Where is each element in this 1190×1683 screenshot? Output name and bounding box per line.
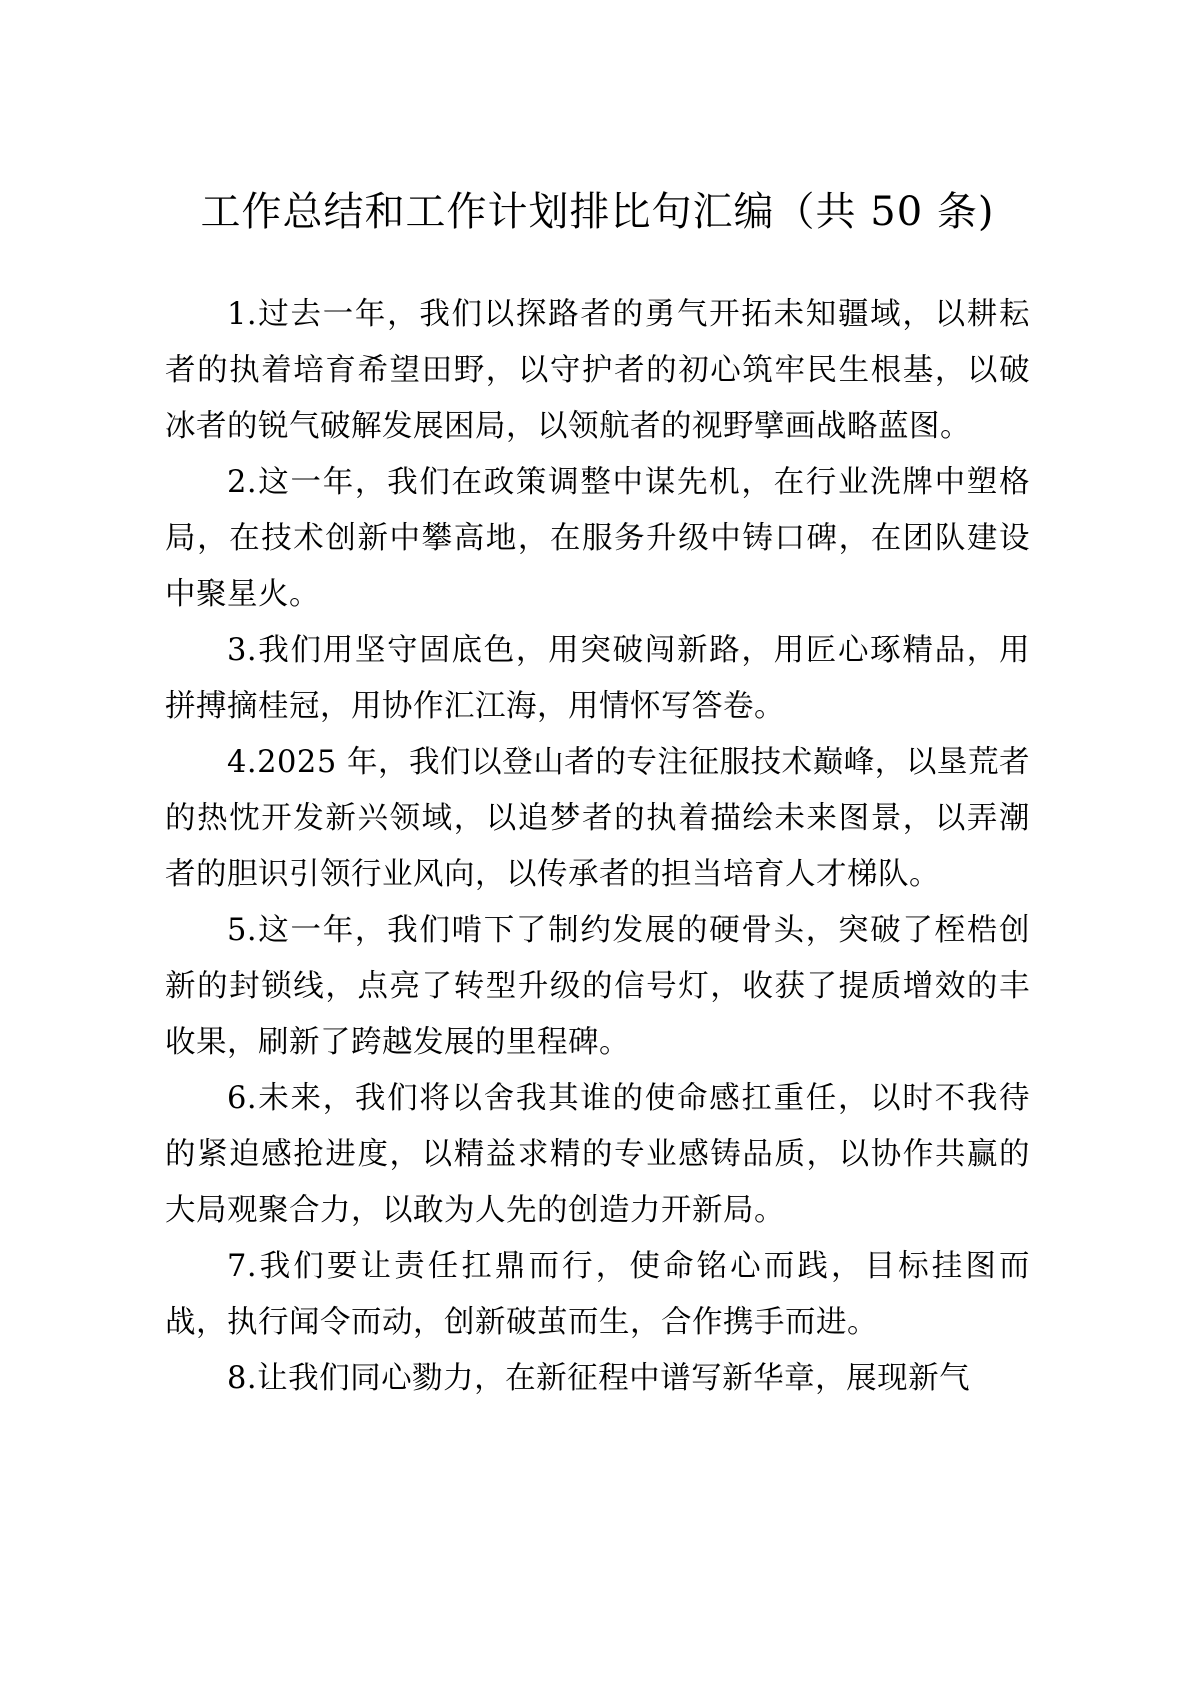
paragraph: 7.我们要让责任扛鼎而行，使命铭心而践，目标挂图而战，执行闻令而动，创新破茧而生，合作携手而进。	[165, 1249, 1030, 1340]
paragraph: 5.这一年，我们啃下了制约发展的硬骨头，突破了桎梏创新的封锁线，点亮了转型升级的信号灯，收获了提质增效的丰收果，刷新了跨越发展的里程碑。	[165, 913, 1030, 1060]
paragraph: 2.这一年，我们在政策调整中谋先机，在行业洗牌中塑格局，在技术创新中攀高地，在服务升级中铸口碑，在团队建设中聚星火。	[165, 465, 1030, 612]
paragraph: 6.未来，我们将以舍我其谁的使命感扛重任，以时不我待的紧迫感抢进度，以精益求精的专业感铸品质，以协作共赢的大局观聚合力，以敢为人先的创造力开新局。	[165, 1081, 1030, 1228]
paragraph: 4.2025 年，我们以登山者的专注征服技术巅峰，以垦荒者的热忱开发新兴领域，以追梦者的执着描绘未来图景，以弄潮者的胆识引领行业风向，以传承者的担当培育人才梯队。	[165, 745, 1030, 892]
paragraph: 8.让我们同心勠力，在新征程中谱写新华章，展现新气	[227, 1361, 971, 1396]
document-body	[165, 287, 1030, 1407]
paragraph: 1.过去一年，我们以探路者的勇气开拓未知疆域，以耕耘者的执着培育希望田野，以守护者的初心筑牢民生根基，以破冰者的锐气破解发展困局，以领航者的视野擘画战略蓝图。	[165, 297, 1030, 444]
page-title: 工作总结和工作计划排比句汇编（共 50 条)	[200, 189, 995, 235]
paragraph: 3.我们用坚守固底色，用突破闯新路，用匠心琢精品，用拼搏摘桂冠，用协作汇江海，用情怀写答卷。	[165, 633, 1030, 724]
